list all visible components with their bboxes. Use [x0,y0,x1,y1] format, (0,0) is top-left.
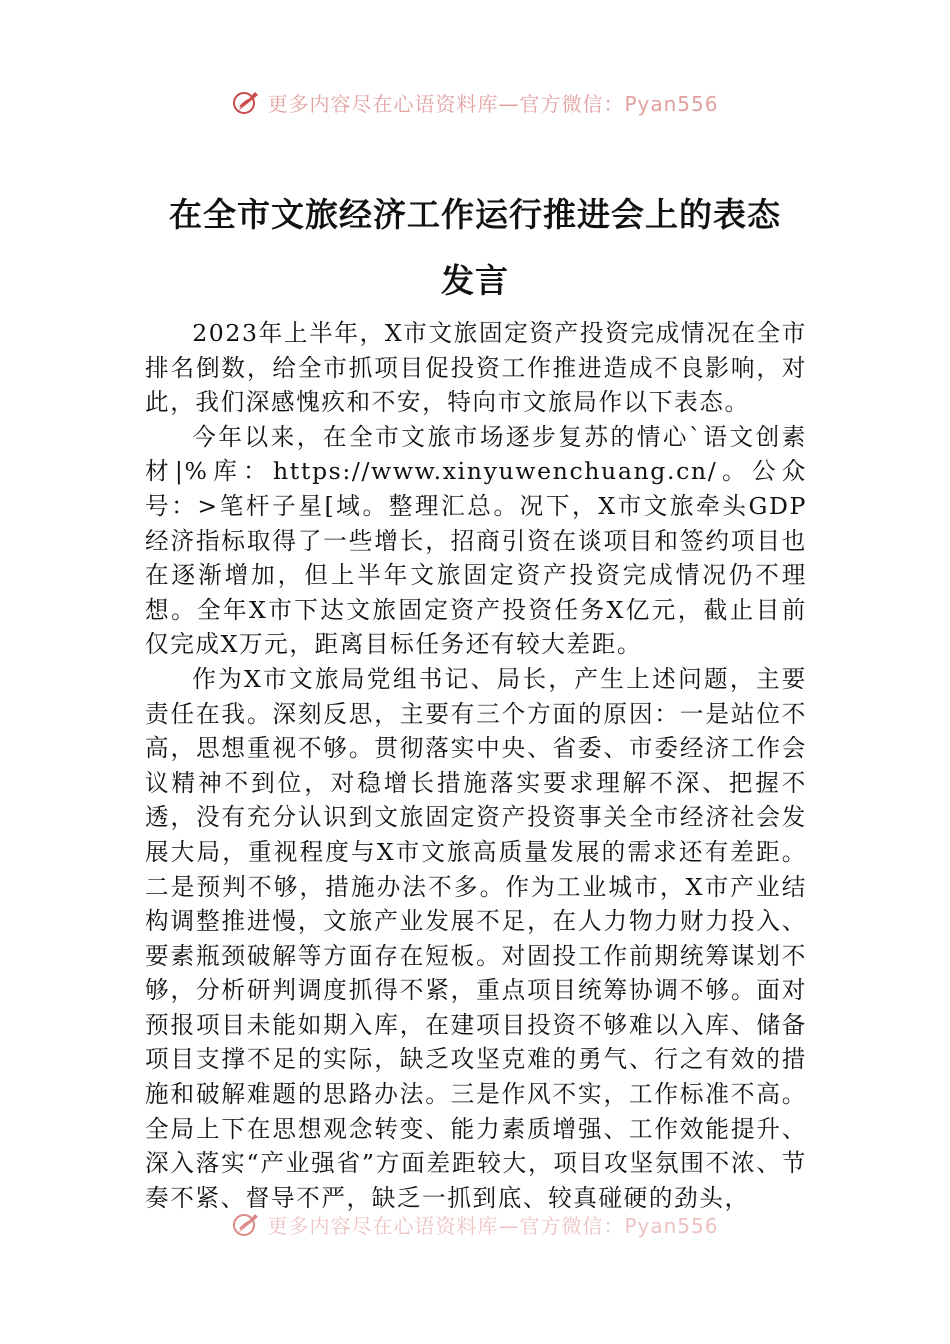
paragraph-3: 作为X市文旅局党组书记、局长，产生上述问题，主要责任在我。深刻反思，主要有三个方面的原因：一是站位不高，思想重视不够。贯彻落实中央、省委、市委经济工作会议精神不到位，对稳增长措施落实要求理解不深、把握不透，没有充分认识到文旅固定资产投资事关全市经济社会发展大局，重视程度与X市文旅高质量发展的需求还有差距。二是预判不够，措施办法不多。作为工业城市，X市产业结构调整推进慢，文旅产业发展不足，在人力物力财力投入、要素瓶颈破解等方面存在短板。对固投工作前期统筹谋划不够，分析研判调度抓得不紧，重点项目统筹协调不够。面对预报项目未能如期入库，在建项目投资不够难以入库、储备项目支撑不足的实际，缺乏攻坚克难的勇气、行之有效的措施和破解难题的思路办法。三是作风不实，工作标准不高。全局上下在思想观念转变、能力素质增强、工作效能提升、深入落实“产业强省”方面差距较大，项目攻坚氛围不浓、节奏不紧、督导不严，缺乏一抓到底、较真碰硬的劲头， [145,664,807,1212]
document-title [0,182,950,314]
paragraph-2: 今年以来，在全市文旅市场逐步复苏的情心`语文创素材|%库：https://www.xinyuwenchuang.cn/。公众号：>笔杆子星[域。整理汇总。况下，X市文旅牵头GDP经济指标取得了一些增长，招商引资在谈项目和签约项目也在逐渐增加，但上半年文旅固定资产投资完成情况仍不理想。全年X市下达文旅固定资产投资任务X亿元，截止目前仅完成X万元，距离目标任务还有较大差距。 [145,422,807,659]
footer-watermark [0,1204,950,1244]
title-line-1: 在全市文旅经济工作运行推进会上的表态 [169,195,781,234]
watermark-text: 更多内容尽在心语资料库—官方微信：Pyan556 [267,91,719,116]
document-body [145,316,807,1215]
quill-logo-icon [231,1209,261,1239]
paragraph-1: 2023年上半年，X市文旅固定资产投资完成情况在全市排名倒数，给全市抓项目促投资工作推进造成不良影响，对此，我们深感愧疚和不安，特向市文旅局作以下表态。 [145,319,807,417]
title-line-2: 发言 [441,261,509,300]
watermark-text: 更多内容尽在心语资料库—官方微信：Pyan556 [267,1213,719,1238]
header-watermark [0,82,950,122]
quill-logo-icon [231,87,261,117]
